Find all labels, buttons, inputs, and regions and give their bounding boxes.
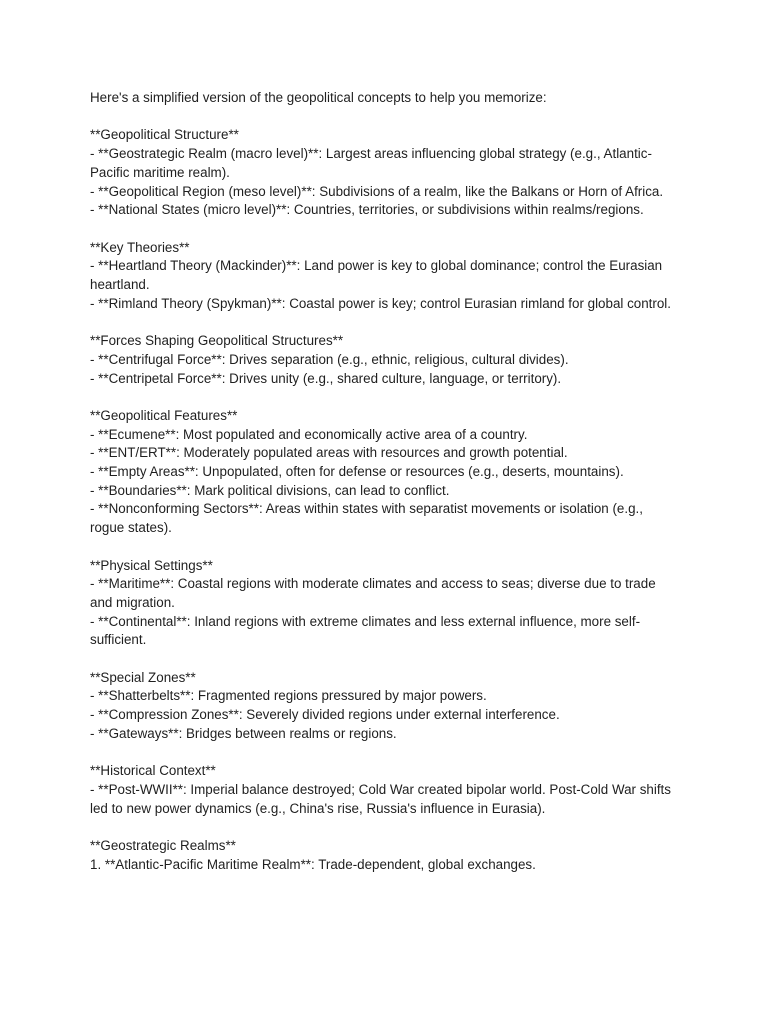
list-item: - **Shatterbelts**: Fragmented regions pressured by major powers.: [90, 688, 487, 704]
intro-text: Here's a simplified version of the geopolitical concepts to help you memorize:: [90, 90, 547, 105]
section-heading: **Forces Shaping Geopolitical Structures**: [90, 333, 344, 349]
section-heading: **Key Theories**: [90, 239, 190, 255]
list-item: - **Gateways**: Bridges between realms or regions.: [90, 725, 397, 741]
list-item: - **Empty Areas**: Unpopulated, often for defense or resources (e.g., deserts, mountains).: [90, 464, 624, 479]
list-item: - **Nonconforming Sectors**: Areas within states with separatist movements or isolation (e.g., rogue states).: [90, 501, 647, 536]
section-geostrategic-realms: [90, 837, 680, 874]
section-geopolitical-structure: [90, 126, 680, 220]
list-item: - **Compression Zones**: Severely divided regions under external interference.: [90, 707, 560, 723]
section-special-zones: [90, 669, 680, 744]
list-item: - **Ecumene**: Most populated and economically active area of a country.: [90, 426, 528, 442]
list-item: - **Geostrategic Realm (macro level)**: Largest areas influencing global strategy (e.g., Atlantic-Pacific maritime realm).: [90, 146, 652, 180]
section-heading: **Physical Settings**: [90, 557, 213, 573]
paragraph-gap: [90, 108, 680, 127]
list-item: - **Centripetal Force**: Drives unity (e.g., shared culture, language, or territory).: [90, 370, 562, 386]
document-page: [90, 89, 680, 874]
list-item: 1. **Atlantic-Pacific Maritime Realm**: Trade-dependent, global exchanges.: [90, 856, 536, 872]
section-key-theories: [90, 239, 680, 314]
section-heading: **Historical Context**: [90, 763, 216, 779]
paragraph-gap: [90, 313, 680, 332]
list-item: - **Geopolitical Region (meso level)**: Subdivisions of a realm, like the Balkans or Horn of Africa.: [90, 183, 664, 199]
paragraph-gap: [90, 818, 680, 837]
section-heading: **Geopolitical Features**: [90, 407, 238, 423]
list-item: - **National States (micro level)**: Countries, territories, or subdivisions within realms/regions.: [90, 202, 644, 218]
section-heading: **Special Zones**: [90, 669, 196, 685]
list-item: - **ENT/ERT**: Moderately populated areas with resources and growth potential.: [90, 445, 568, 461]
paragraph-gap: [90, 220, 680, 239]
section-heading: **Geopolitical Structure**: [90, 127, 239, 143]
paragraph-gap: [90, 650, 680, 669]
paragraph-gap: [90, 744, 680, 763]
section-heading: **Geostrategic Realms**: [90, 838, 236, 853]
list-item: - **Boundaries**: Mark political divisions, can lead to conflict.: [90, 482, 450, 498]
list-item: - **Post-WWII**: Imperial balance destroyed; Cold War created bipolar world. Post-Cold War shifts led to new power dynamics (e.g., China's rise, Russia's influence in Eurasia).: [90, 781, 675, 816]
list-item: - **Continental**: Inland regions with extreme climates and less external influence, more self-sufficient.: [90, 613, 641, 648]
paragraph-gap: [90, 388, 680, 407]
section-historical-context: [90, 762, 680, 818]
section-forces: [90, 332, 680, 388]
section-geopolitical-features: [90, 407, 680, 538]
list-item: - **Heartland Theory (Mackinder)**: Land power is key to global dominance; control the Eurasian heartland.: [90, 258, 666, 292]
paragraph-gap: [90, 538, 680, 557]
section-physical-settings: [90, 557, 680, 651]
list-item: - **Maritime**: Coastal regions with moderate climates and access to seas; diverse due to trade and migration.: [90, 576, 660, 610]
list-item: - **Centrifugal Force**: Drives separation (e.g., ethnic, religious, cultural divides).: [90, 351, 569, 367]
list-item: - **Rimland Theory (Spykman)**: Coastal power is key; control Eurasian rimland for global control.: [90, 295, 672, 311]
